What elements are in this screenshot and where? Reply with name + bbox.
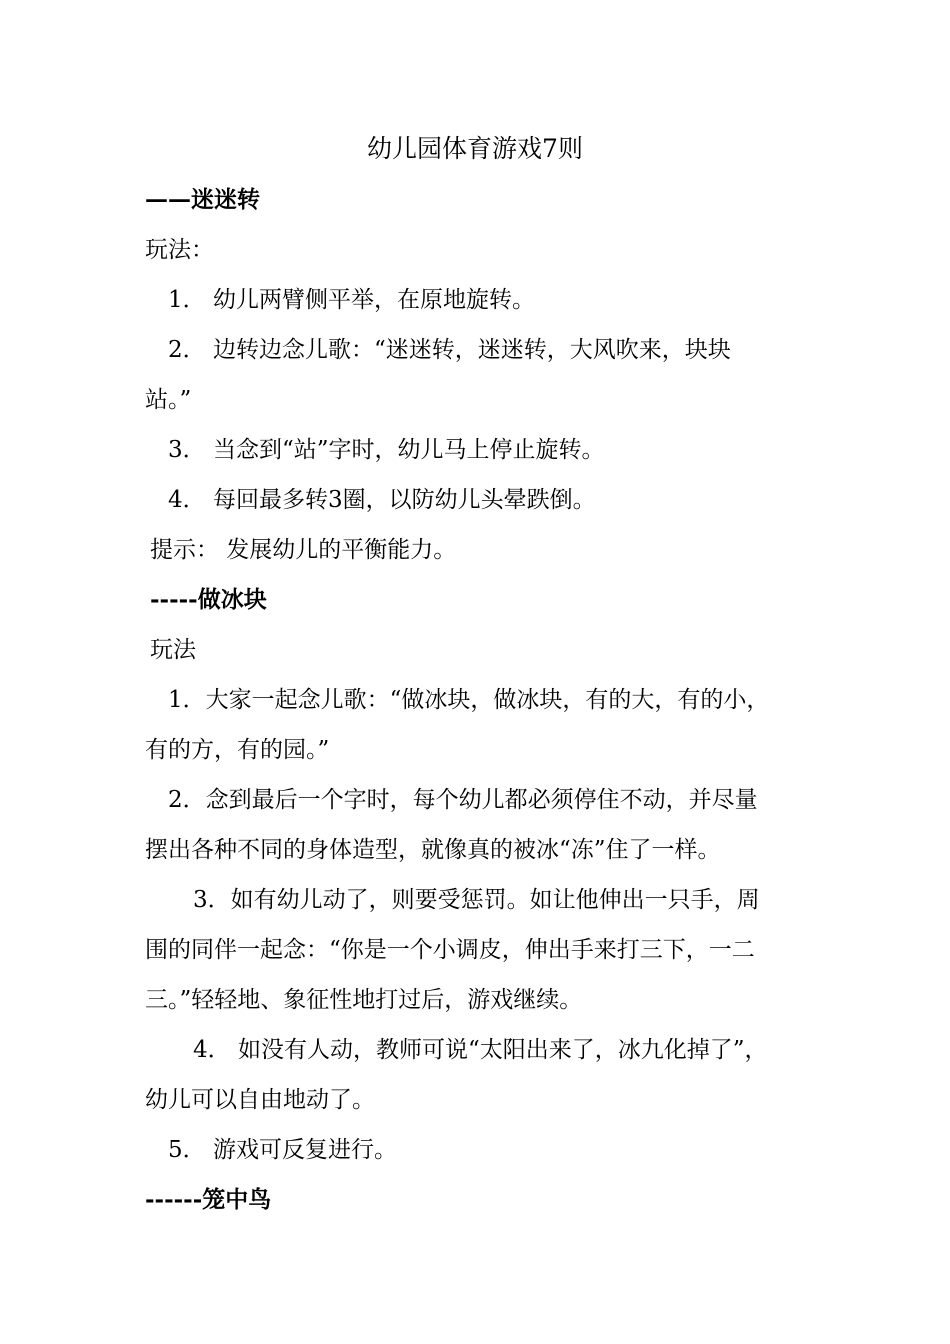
list-item: 3．如有幼儿动了，则要受惩罚。如让他伸出一只手，周 [193,887,760,913]
list-item: 2． 边转边念儿歌：“迷迷转，迷迷转，大风吹来，块块 [168,337,731,363]
method-label: 玩法： [145,237,214,263]
section-heading-game2: -----做冰块 [150,586,267,613]
tip-text: 提示： 发展幼儿的平衡能力。 [150,537,457,563]
method-label: 玩法 [150,637,196,663]
section-heading-game3: ------笼中鸟 [145,1186,272,1213]
section-heading-game1: ——迷迷转 [145,186,260,213]
list-item-continuation: 幼儿可以自由地动了。 [145,1087,375,1113]
list-item-continuation: 有的方，有的园。” [145,737,330,763]
list-item: 2．念到最后一个字时，每个幼儿都必须停住不动，并尽量 [168,787,758,813]
list-item: 3． 当念到“站”字时，幼儿马上停止旋转。 [168,437,605,463]
list-item: 1．大家一起念儿歌：“做冰块，做冰块，有的大，有的小， [168,687,770,713]
page-title: 幼儿园体育游戏7则 [367,134,583,163]
list-item: 4． 每回最多转3圈，以防幼儿头晕跌倒。 [168,487,596,513]
list-item-continuation: 摆出各种不同的身体造型，就像真的被冰“冻”住了一样。 [145,837,721,863]
list-item-continuation: 围的同伴一起念：“你是一个小调皮，伸出手来打三下，一二 [145,937,755,963]
list-item: 5． 游戏可反复进行。 [168,1137,397,1163]
list-item-continuation: 站。” [145,387,192,413]
list-item: 4． 如没有人动，教师可说“太阳出来了，冰九化掉了”， [193,1037,768,1063]
list-item: 1． 幼儿两臂侧平举，在原地旋转。 [168,287,535,313]
list-item-continuation: 三。”轻轻地、象征性地打过后，游戏继续。 [145,987,583,1013]
